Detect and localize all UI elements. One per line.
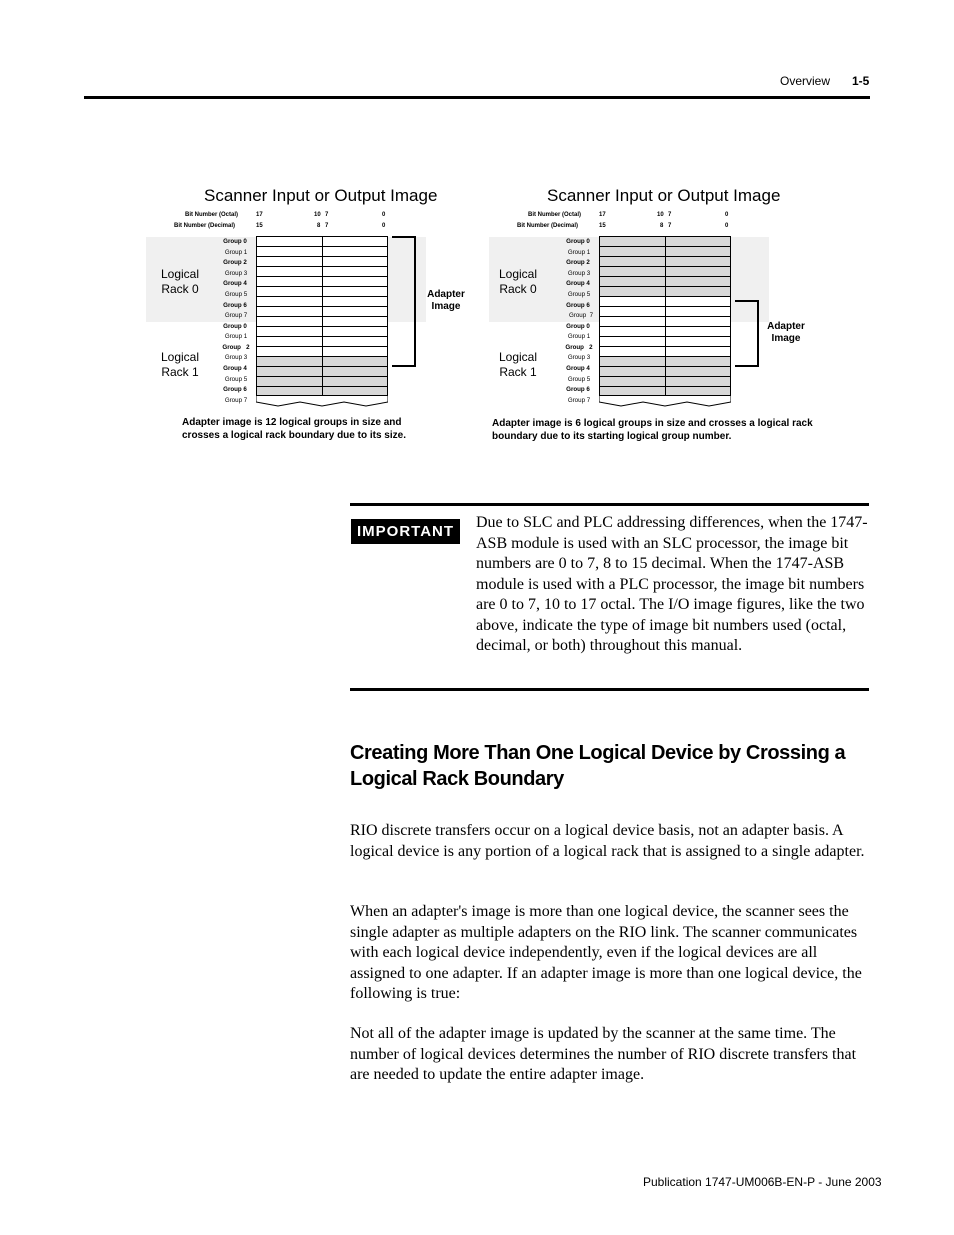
table-row	[256, 356, 388, 366]
page-number: 1-5	[852, 74, 870, 88]
table-break-edge	[599, 396, 731, 408]
tick-label: 10	[314, 212, 321, 218]
group-label: Group 6	[566, 302, 590, 309]
group-label: Group 7	[224, 397, 248, 404]
tick-label: 8	[317, 223, 321, 229]
table-row	[599, 366, 731, 376]
group-label: Group 0	[566, 323, 590, 330]
group-label: Group 2	[222, 344, 250, 351]
table-row	[599, 336, 731, 346]
group-label: Group 4	[223, 280, 247, 287]
table-row	[256, 316, 388, 326]
table-row	[599, 236, 731, 246]
bit-decimal-label: Bit Number (Decimal)	[174, 223, 236, 229]
table-row	[599, 316, 731, 326]
group-label: Group 3	[224, 270, 248, 277]
group-label: Group 1	[567, 249, 591, 256]
table-row	[599, 286, 731, 296]
table-break-edge	[256, 396, 388, 408]
rack0-label: Logical Rack 0	[160, 267, 200, 296]
important-bottom-rule	[350, 688, 869, 691]
section-heading: Creating More Than One Logical Device by Crossing a Logical Rack Boundary	[350, 742, 846, 790]
table-row	[256, 346, 388, 356]
adapter-image-label: Adapter Image	[767, 321, 805, 344]
group-label: Group 0	[223, 323, 247, 330]
tick-label: 15	[256, 223, 263, 229]
table-row	[599, 386, 731, 396]
paragraph: Not all of the adapter image is updated by the scanner at the same time. The number of logical devices determines the number of RIO discrete transfers that are needed to update the entire adapter image.	[350, 1025, 857, 1083]
tick-label: 8	[660, 223, 664, 229]
group-label: Group 2	[566, 259, 590, 266]
table-row	[599, 306, 731, 316]
table-row	[599, 326, 731, 336]
group-label: Group 5	[567, 376, 591, 383]
header-section-title: Overview	[780, 74, 831, 88]
figure-caption: Adapter image is 12 logical groups in size and crosses a logical rack boundary due to its size.	[182, 417, 406, 441]
tick-label: 7	[668, 212, 672, 218]
important-top-rule	[350, 503, 869, 506]
adapter-bracket	[392, 236, 416, 367]
figure-caption: Adapter image is 6 logical groups in size and crosses a logical rack boundary due to its starting logical group number.	[492, 418, 813, 442]
group-label: Group 2	[565, 344, 593, 351]
table-row	[256, 376, 388, 386]
paragraph: When an adapter's image is more than one logical device, the scanner sees the single adapter as multiple adapters on the RIO link. The scanner communicates with each logical device independently, even if the logical devices are all assigned to one adapter. If an adapter image is more than one logical device, the following is true:	[350, 903, 862, 1002]
tick-label: 0	[382, 223, 386, 229]
tick-label: 10	[657, 212, 664, 218]
adapter-image-label: Adapter Image	[427, 289, 465, 312]
bit-octal-label: Bit Number (Octal)	[185, 212, 239, 218]
table-row	[599, 276, 731, 286]
group-label: Group 5	[567, 291, 591, 298]
tick-label: 15	[599, 223, 606, 229]
publication-footer: Publication 1747-UM006B-EN-P - June 2003	[643, 1175, 882, 1189]
table-row	[599, 266, 731, 276]
table-row	[256, 266, 388, 276]
group-label: Group 6	[566, 386, 590, 393]
table-row	[256, 236, 388, 246]
rack0-label: Logical Rack 0	[498, 267, 538, 296]
tick-label: 0	[382, 212, 386, 218]
tick-label: 17	[256, 212, 263, 218]
table-row	[256, 326, 388, 336]
table-row	[256, 246, 388, 256]
group-label: Group 3	[567, 354, 591, 361]
table-row	[599, 376, 731, 386]
group-label: Group 1	[224, 249, 248, 256]
figure-title: Scanner Input or Output Image	[204, 186, 438, 205]
group-label: Group 7	[224, 312, 248, 319]
important-badge: IMPORTANT	[351, 519, 460, 544]
tick-label: 17	[599, 212, 606, 218]
tick-label: 0	[725, 212, 729, 218]
rack1-label: Logical Rack 1	[160, 350, 200, 379]
table-row	[256, 336, 388, 346]
group-label: Group 5	[224, 291, 248, 298]
tick-label: 0	[725, 223, 729, 229]
table-row	[599, 356, 731, 366]
table-row	[256, 386, 388, 396]
figure-title: Scanner Input or Output Image	[547, 186, 781, 205]
group-label: Group 0	[566, 238, 590, 245]
group-label: Group 1	[567, 333, 591, 340]
paragraph: RIO discrete transfers occur on a logical device basis, not an adapter basis. A logical device is any portion of a logical rack that is assigned to a single adapter.	[350, 822, 865, 860]
bit-octal-label: Bit Number (Octal)	[528, 212, 582, 218]
group-label: Group 6	[223, 386, 247, 393]
group-label: Group 4	[223, 365, 247, 372]
table-row	[256, 276, 388, 286]
group-label: Group 4	[566, 365, 590, 372]
group-label: Group 6	[223, 302, 247, 309]
group-label: Group 7	[567, 397, 591, 404]
tick-label: 7	[325, 212, 329, 218]
table-row	[256, 306, 388, 316]
group-label: Group 7	[568, 312, 594, 319]
table-row	[256, 256, 388, 266]
group-label: Group 2	[223, 259, 247, 266]
rack1-label: Logical Rack 1	[498, 350, 538, 379]
group-label: Group 3	[567, 270, 591, 277]
table-row	[599, 256, 731, 266]
image-table	[599, 236, 731, 396]
table-row	[599, 296, 731, 306]
table-row	[256, 366, 388, 376]
table-row	[599, 346, 731, 356]
group-label: Group 0	[223, 238, 247, 245]
image-table	[256, 236, 388, 396]
important-text: Due to SLC and PLC addressing differences, when the 1747-ASB module is used with an SLC processor, the image bit numbers are 0 to 7, 8 to 15 decimal. When the 1747-ASB module is used with a PLC processor, the image bit numbers are 0 to 7, 10 to 17 octal. The I/O image figures, like the two above, indicate the type of image bit numbers used (octal, decimal, or both) throughout this manual.	[476, 514, 868, 654]
group-label: Group 3	[224, 354, 248, 361]
group-label: Group 4	[566, 280, 590, 287]
table-row	[256, 296, 388, 306]
tick-label: 7	[325, 223, 329, 229]
group-label: Group 5	[224, 376, 248, 383]
group-label: Group 1	[224, 333, 248, 340]
table-row	[599, 246, 731, 256]
bit-decimal-label: Bit Number (Decimal)	[517, 223, 579, 229]
header-rule	[84, 96, 870, 99]
tick-label: 7	[668, 223, 672, 229]
table-row	[256, 286, 388, 296]
